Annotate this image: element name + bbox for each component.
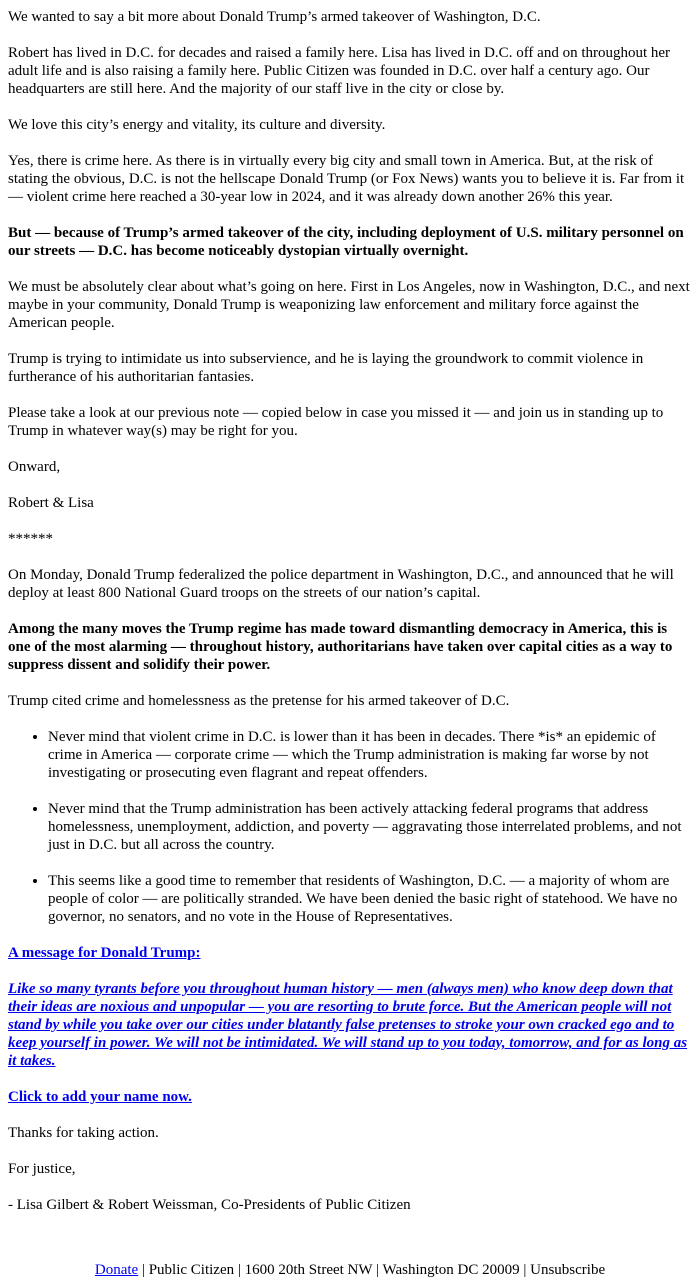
thanks-text: Thanks for taking action.: [8, 1125, 159, 1141]
section-separator: ******: [8, 531, 53, 547]
intro-paragraph-4: Yes, there is crime here. As there is in virtually every big city and small town in America. But, at the risk of stating the obvious, D.C. is not the hellscape Donald Trump (or Fox News) wants you to believe it is. Far from it — violent crime here reached a 30-year low in 2024, and it was already down another 26% this year.: [8, 153, 685, 205]
message-heading: [8, 944, 692, 962]
add-your-name-link[interactable]: Click to add your name now.: [8, 1089, 192, 1105]
footer-separator: |: [138, 1262, 149, 1278]
intro-paragraph-7: Trump is trying to intimidate us into subservience, and he is laying the groundwork to commit violence in furtherance of his authoritarian fantasies.: [8, 351, 644, 385]
message-body-link[interactable]: Like so many tyrants before you throughout human history — men (always men) who know deep down that their ideas are noxious and unpopular — you are resorting to brute force. But the American people will not stand by while you take over our cities under blatantly false pretenses to stroke your own cracked ego and to keep yourself in power. We will not be intimidated. We will stand up to you today, tomorrow, and for as long as it takes.: [8, 981, 688, 1069]
cta-paragraph: [8, 1088, 692, 1106]
list-item: • This seems like a good time to remember that residents of Washington, D.C. — a majority of whom are people of color — are politically stranded. We have been denied the basic right of statehood. We have no governor, no senators, and no vote in the House of Representatives.: [48, 872, 692, 926]
intro-paragraph-5-bold: But — because of Trump’s armed takeover of the city, including deployment of U.S. military personnel on our streets — D.C. has become noticeably dystopian virtually overnight.: [8, 225, 684, 259]
intro-paragraph-3: We love this city’s energy and vitality, its culture and diversity.: [8, 117, 386, 133]
note-bullet-list: [8, 728, 692, 926]
intro-signature: Robert & Lisa: [8, 495, 94, 511]
list-item: • Never mind that the Trump administration has been actively attacking federal programs that address homelessness, unemployment, addiction, and poverty — aggravating those interrelated problems, and not just in D.C. but all across the country.: [48, 800, 692, 854]
footer-address: 1600 20th Street NW: [244, 1262, 373, 1278]
intro-paragraph-2: Robert has lived in D.C. for decades and raised a family here. Lisa has lived in D.C. off and on throughout her adult life and is also raising a family here. Public Citizen was founded in D.C. over half a century ago. Our headquarters are still here. And the majority of our staff live in the city or close by.: [8, 45, 671, 97]
note-paragraph-3: Trump cited crime and homelessness as the pretense for his armed takeover of D.C.: [8, 693, 510, 709]
footer-org: Public Citizen: [148, 1262, 235, 1278]
footer-separator: |: [519, 1262, 531, 1278]
co-presidents-signature: - Lisa Gilbert & Robert Weissman, Co-Presidents of Public Citizen: [8, 1197, 411, 1213]
message-body: [8, 980, 692, 1070]
donate-link[interactable]: Donate: [94, 1262, 139, 1278]
intro-signoff: Onward,: [8, 459, 61, 475]
intro-paragraph-1: We wanted to say a bit more about Donald Trump’s armed takeover of Washington, D.C.: [8, 9, 541, 25]
list-item: • Never mind that violent crime in D.C. is lower than it has been in decades. There *is* an epidemic of crime in America — corporate crime — which the Trump administration is making far worse by not investigating or prosecuting even flagrant and repeat offenders.: [48, 728, 692, 782]
message-for-trump-link[interactable]: A message for Donald Trump:: [8, 945, 201, 961]
footer-separator: |: [372, 1262, 383, 1278]
intro-paragraph-8: Please take a look at our previous note — copied below in case you missed it — and join us in standing up to Trump in whatever way(s) may be right for you.: [8, 405, 664, 439]
footer-separator: |: [234, 1262, 245, 1278]
closing-text: For justice,: [8, 1161, 76, 1177]
footer-city: Washington DC 20009: [382, 1262, 520, 1278]
note-paragraph-1: On Monday, Donald Trump federalized the police department in Washington, D.C., and announced that he will deploy at least 800 National Guard troops on the streets of our nation’s capital.: [8, 567, 674, 601]
email-footer: [0, 1261, 700, 1279]
note-paragraph-2-bold: Among the many moves the Trump regime has made toward dismantling democracy in America, this is one of the most alarming — throughout history, authoritarians have taken over capital cities as a way to suppress dissent and solidify their power.: [8, 621, 673, 673]
intro-paragraph-6: We must be absolutely clear about what’s going on here. First in Los Angeles, now in Washington, D.C., and next maybe in your community, Donald Trump is weaponizing law enforcement and military force against the American people.: [8, 279, 690, 331]
unsubscribe-link[interactable]: Unsubscribe: [530, 1262, 606, 1278]
